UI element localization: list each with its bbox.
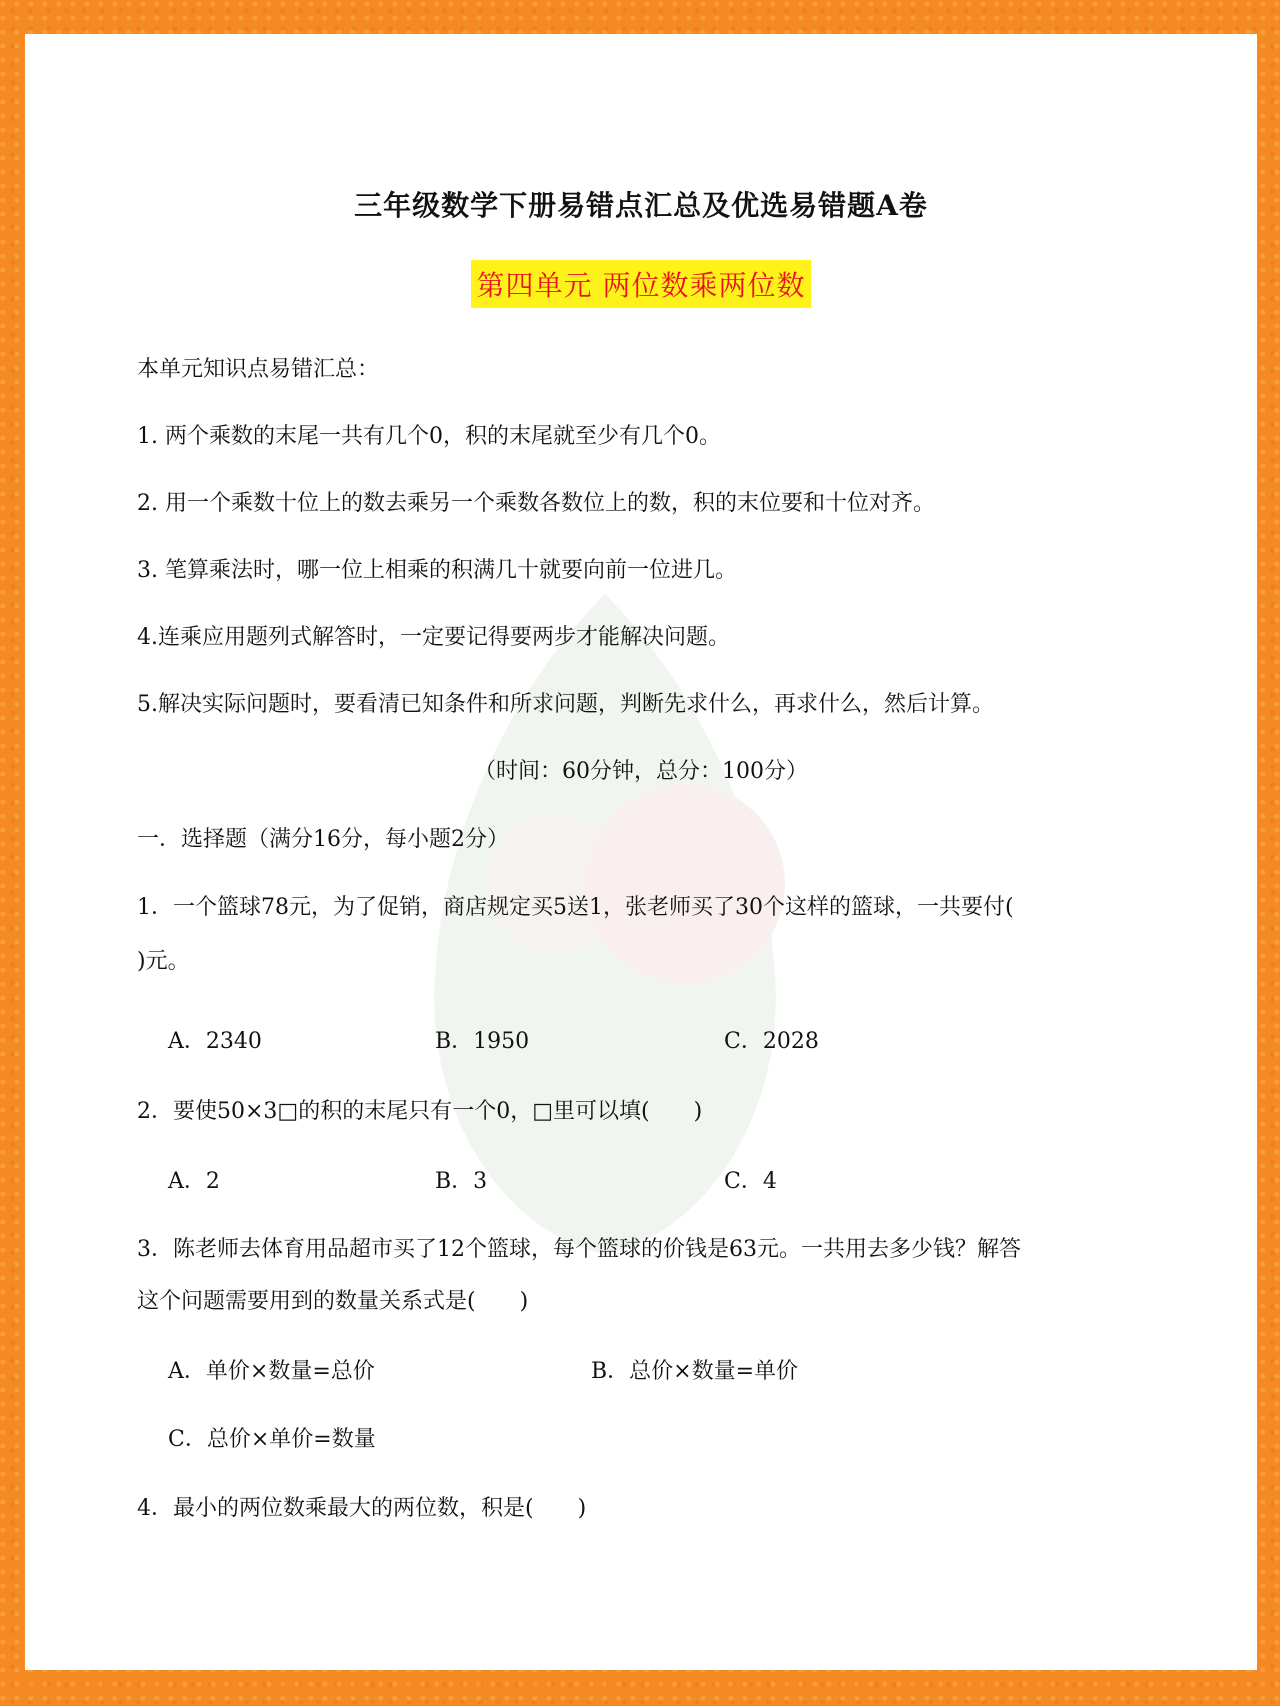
- footer-barcode: [822, 1606, 1238, 1624]
- question-2-option-c: C．4: [724, 1169, 777, 1194]
- question-2-option-a: A．2: [168, 1169, 220, 1194]
- time-info: （时间：60分钟，总分：100分）: [474, 759, 808, 784]
- question-2-text: 2．要使50×3□的积的末尾只有一个0，□里可以填( ): [137, 1099, 703, 1124]
- unit-title: 第四单元 两位数乘两位数: [471, 260, 812, 308]
- question-1-text: 1．一个篮球78元，为了促销，商店规定买5送1，张老师买了30个这样的篮球，一共要付(: [137, 895, 1014, 920]
- summary-point: 2. 用一个乘数十位上的数去乘另一个乘数各数位上的数，积的末位要和十位对齐。: [137, 491, 935, 516]
- question-1-option-c: C．2028: [724, 1029, 819, 1054]
- question-3-option-b: B．总价×数量=单价: [591, 1359, 799, 1384]
- question-3-option-c: C．总价×单价=数量: [168, 1427, 376, 1452]
- question-4-text: 4．最小的两位数乘最大的两位数，积是( ): [137, 1496, 587, 1521]
- unit-title-wrap: [25, 260, 1257, 308]
- question-1-option-b: B．1950: [435, 1029, 530, 1054]
- summary-point: 4.连乘应用题列式解答时，一定要记得要两步才能解决问题。: [137, 625, 730, 650]
- summary-point: 3. 笔算乘法时，哪一位上相乘的积满几十就要向前一位进几。: [137, 558, 737, 583]
- summary-point: 1. 两个乘数的末尾一共有几个0，积的末尾就至少有几个0。: [137, 424, 721, 449]
- summary-point: 5.解决实际问题时，要看清已知条件和所求问题，判断先求什么，再求什么，然后计算。: [137, 692, 994, 717]
- question-1-option-a: A．2340: [168, 1029, 262, 1054]
- question-3-text: 3．陈老师去体育用品超市买了12个篮球，每个篮球的价钱是63元。一共用去多少钱？解答: [137, 1237, 1021, 1262]
- question-3-text-cont: 这个问题需要用到的数量关系式是( ): [137, 1289, 529, 1314]
- worksheet-page: [25, 34, 1257, 1670]
- question-1-text-cont: )元。: [137, 949, 190, 974]
- page-title: 三年级数学下册易错点汇总及优选易错题A卷: [354, 189, 928, 222]
- question-2-option-b: B．3: [435, 1169, 488, 1194]
- summary-heading: 本单元知识点易错汇总：: [137, 357, 380, 382]
- section-heading: 一．选择题（满分16分，每小题2分）: [137, 827, 509, 852]
- question-3-option-a: A．单价×数量=总价: [168, 1359, 375, 1384]
